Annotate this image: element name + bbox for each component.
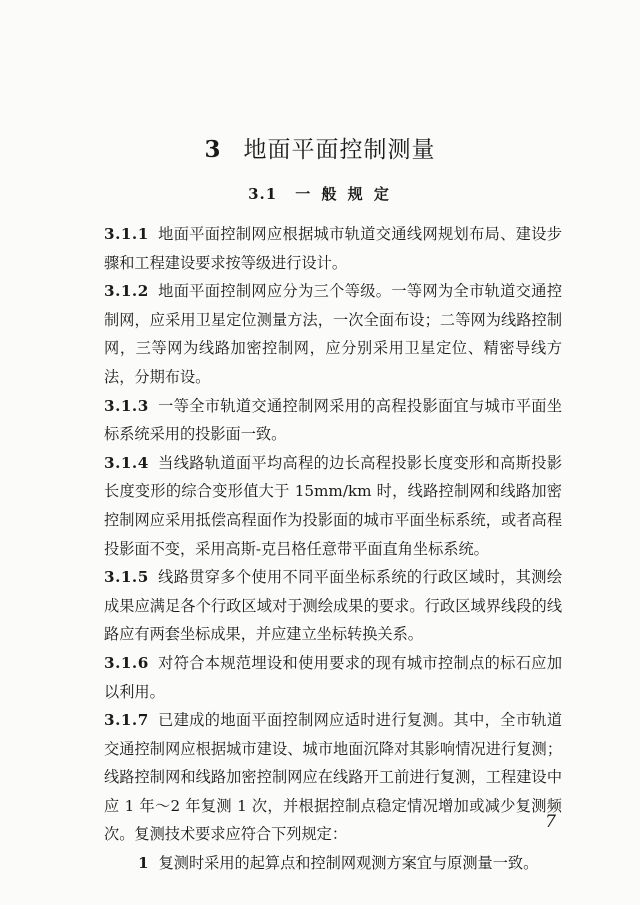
clause-number: 3.1.7	[104, 711, 149, 730]
list-item-1	[104, 849, 562, 878]
clause-3-1-1	[104, 220, 562, 277]
clause-text: 已建成的地面平面控制网应适时进行复测。其中，全市轨道交通控制网应根据城市建设、城市地面沉降对其影响情况进行复测；线路控制网和线路加密控制网应在线路开工前进行复测，工程建设中应 1 年～2 年复测 1 次，并根据控制点稳定情况增加或减少复测频次。复测技术要求应符合下列规定：	[104, 711, 562, 844]
section-number: 3.1	[248, 185, 278, 203]
clause-number: 3.1.4	[104, 453, 149, 472]
clause-3-1-3	[104, 392, 562, 449]
clause-number: 3.1.1	[104, 225, 149, 243]
clause-number: 3.1.2	[104, 282, 149, 301]
clause-3-1-6	[104, 649, 562, 706]
clause-text: 对符合本规范埋设和使用要求的现有城市控制点的标石应加以利用。	[104, 653, 562, 701]
clause-3-1-4	[104, 449, 562, 563]
list-item-text: 复测时采用的起算点和控制网观测方案宜与原测量一致。	[158, 854, 539, 873]
clause-text: 线路贯穿多个使用不同平面坐标系统的行政区域时，其测绘成果应满足各个行政区域对于测绘成果的要求。行政区域界线段的线路应有两套坐标成果，并应建立坐标转换关系。	[104, 568, 562, 644]
clause-number: 3.1.3	[104, 396, 149, 415]
clause-text: 当线路轨道面平均高程的边长高程投影长度变形和高斯投影长度变形的综合变形值大于 15mm/km 时，线路控制网和线路加密控制网应采用抵偿高程面作为投影面的城市平面坐标系统，或者高程投影面不变，采用高斯-克吕格任意带平面直角坐标系统。	[104, 453, 562, 558]
clause-number: 3.1.6	[104, 653, 149, 672]
body-text	[104, 220, 562, 878]
chapter-title-text: 地面平面控制测量	[243, 137, 436, 163]
section-title	[0, 183, 640, 204]
clause-text: 一等全市轨道交通控制网采用的高程投影面宜与城市平面坐标系统采用的投影面一致。	[104, 396, 562, 444]
clause-text: 地面平面控制网应根据城市轨道交通线网规划布局、建设步骤和工程建设要求按等级进行设计。	[104, 225, 562, 272]
list-item-number: 1	[138, 854, 149, 873]
section-title-text: 一 般 规 定	[295, 185, 392, 203]
clause-3-1-5	[104, 563, 562, 649]
clause-text: 地面平面控制网应分为三个等级。一等网为全市轨道交通控制网，应采用卫星定位测量方法，一次全面布设；二等网为线路控制网，三等网为线路加密控制网，应分别采用卫星定位、精密导线方法，分期布设。	[104, 282, 562, 386]
clause-number: 3.1.5	[104, 568, 149, 587]
chapter-number: 3	[204, 136, 222, 163]
clause-3-1-2	[104, 277, 562, 391]
chapter-title	[0, 131, 640, 164]
page-number: 7	[545, 812, 556, 832]
